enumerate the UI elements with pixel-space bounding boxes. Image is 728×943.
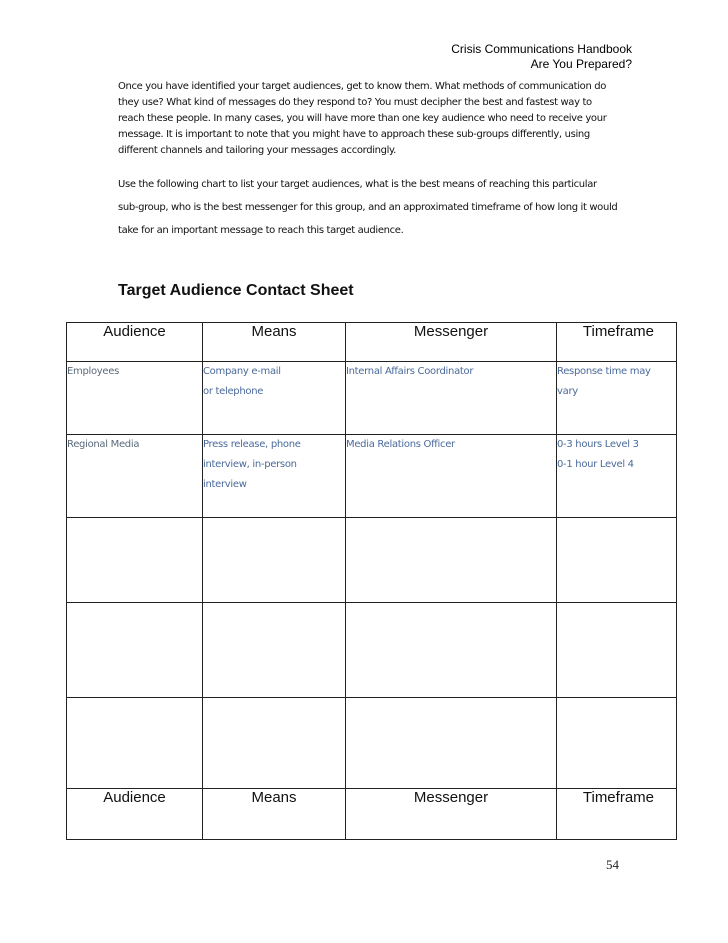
cell-line: Company e-mail bbox=[203, 366, 281, 377]
cell-line: Response time may bbox=[557, 366, 651, 377]
table-row bbox=[67, 362, 677, 435]
table-row bbox=[67, 435, 677, 518]
column-header-timeframe: Timeframe bbox=[557, 323, 677, 362]
empty-cell bbox=[346, 698, 557, 789]
footer-header-messenger: Messenger bbox=[346, 789, 557, 840]
cell-line: Press release, phone bbox=[203, 439, 301, 450]
intro-text bbox=[118, 79, 618, 242]
means-cell bbox=[203, 362, 346, 435]
footer-header-audience: Audience bbox=[67, 789, 203, 840]
empty-cell bbox=[346, 603, 557, 698]
empty-cell bbox=[67, 518, 203, 603]
empty-cell bbox=[557, 698, 677, 789]
table-footer-row bbox=[67, 789, 677, 840]
cell-line: Internal Affairs Coordinator bbox=[346, 366, 474, 377]
intro-paragraph-2: Use the following chart to list your target audiences, what is the best means of reaching this particular sub-group, who is the best messenger for this group, and an approximated timeframe of how long it would take for an important message to reach this target audience. bbox=[118, 179, 618, 236]
running-header bbox=[312, 42, 632, 72]
empty-table-row bbox=[67, 603, 677, 698]
messenger-cell bbox=[346, 435, 557, 518]
intro-paragraph-1: Once you have identified your target audiences, get to know them. What methods of communication do they use? What kind of messages do they respond to? You must decipher the best and fastest way to reach these people. In many cases, you will have more than one key audience who need to receive your message. It is important to note that you might have to approach these sub-groups differently, using different channels and tailoring your messages accordingly. bbox=[118, 81, 607, 156]
cell-line: Regional Media bbox=[67, 439, 140, 450]
empty-cell bbox=[67, 698, 203, 789]
column-header-audience: Audience bbox=[67, 323, 203, 362]
handbook-title: Crisis Communications Handbook bbox=[451, 42, 632, 56]
cell-line: vary bbox=[557, 386, 578, 397]
column-header-means: Means bbox=[203, 323, 346, 362]
audience-cell bbox=[67, 362, 203, 435]
cell-line: 0-3 hours Level 3 bbox=[557, 439, 639, 450]
empty-cell bbox=[346, 518, 557, 603]
table-header-row bbox=[67, 323, 677, 362]
timeframe-cell bbox=[557, 435, 677, 518]
cell-line: interview bbox=[203, 479, 247, 490]
empty-cell bbox=[203, 518, 346, 603]
cell-line: or telephone bbox=[203, 386, 264, 397]
cell-line: interview, in-person bbox=[203, 459, 297, 470]
contact-sheet-table bbox=[66, 322, 677, 840]
sheet-title: Target Audience Contact Sheet bbox=[118, 282, 354, 299]
audience-cell bbox=[67, 435, 203, 518]
timeframe-cell bbox=[557, 362, 677, 435]
empty-cell bbox=[203, 698, 346, 789]
means-cell bbox=[203, 435, 346, 518]
empty-table-row bbox=[67, 518, 677, 603]
empty-cell bbox=[557, 603, 677, 698]
empty-cell bbox=[67, 603, 203, 698]
empty-table-row bbox=[67, 698, 677, 789]
cell-line: Media Relations Officer bbox=[346, 439, 455, 450]
empty-cell bbox=[203, 603, 346, 698]
cell-line: Employees bbox=[67, 366, 120, 377]
footer-header-means: Means bbox=[203, 789, 346, 840]
cell-line: 0-1 hour Level 4 bbox=[557, 459, 634, 470]
column-header-messenger: Messenger bbox=[346, 323, 557, 362]
page-number: 54 bbox=[606, 857, 619, 872]
footer-header-timeframe: Timeframe bbox=[557, 789, 677, 840]
empty-cell bbox=[557, 518, 677, 603]
handbook-subtitle: Are You Prepared? bbox=[530, 57, 632, 71]
messenger-cell bbox=[346, 362, 557, 435]
